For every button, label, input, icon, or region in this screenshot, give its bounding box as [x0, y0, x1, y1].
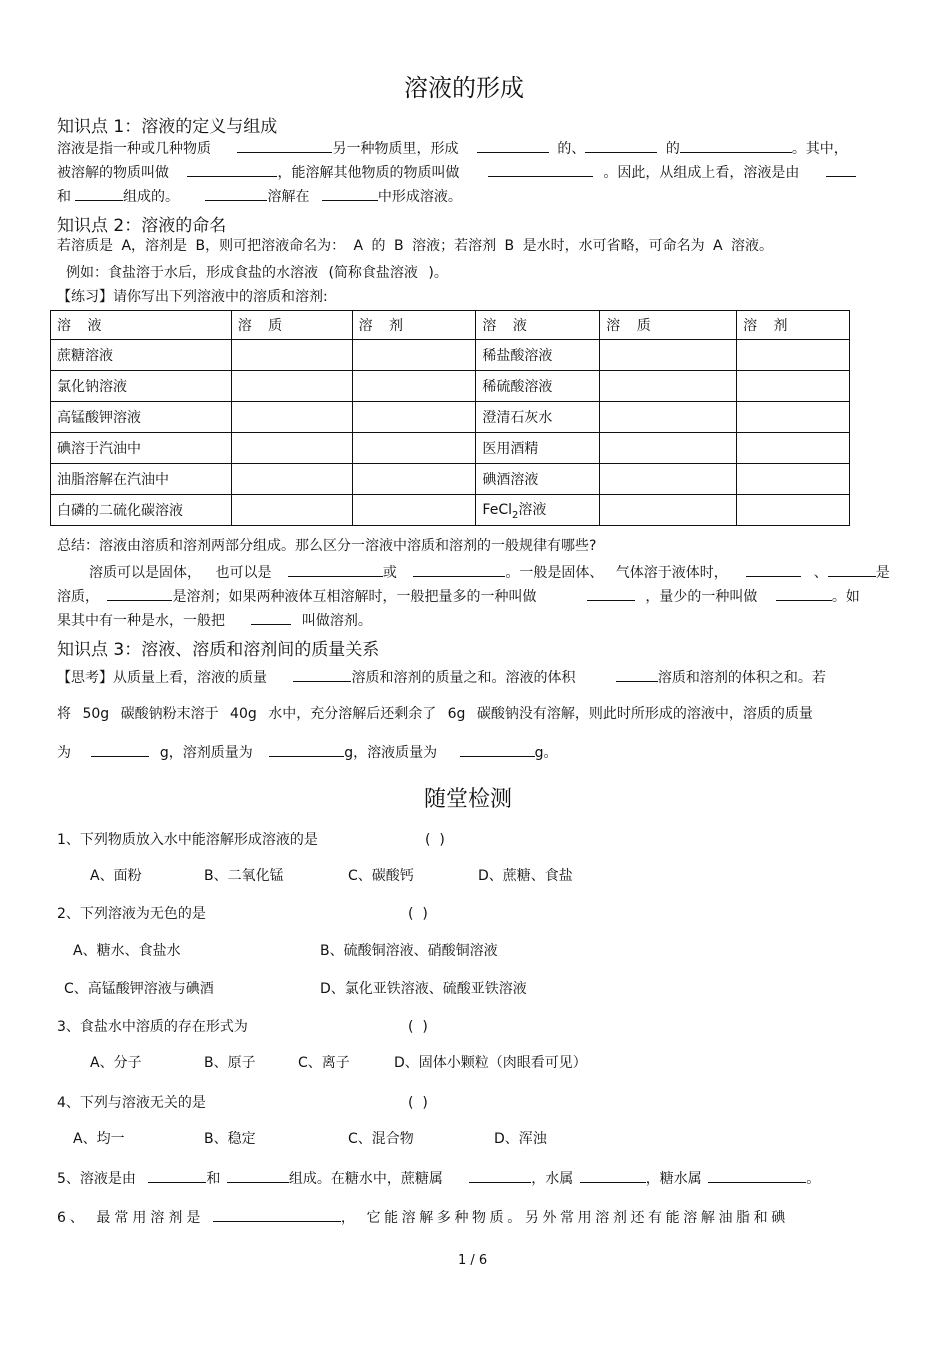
solute-cell[interactable]: [600, 340, 737, 371]
table-header: 溶 液: [51, 311, 232, 340]
question-4-answer[interactable]: ( ): [408, 1095, 428, 1111]
blank[interactable]: [708, 1167, 806, 1183]
solution-cell: 高锰酸钾溶液: [51, 402, 232, 433]
text: g。: [534, 745, 558, 761]
kp3-line-1: [57, 666, 826, 688]
solute-cell[interactable]: [231, 495, 352, 526]
question-6: [57, 1206, 789, 1228]
table-row: [51, 371, 850, 402]
blank: [91, 741, 149, 757]
q1-option-c[interactable]: C、碳酸钙: [348, 868, 414, 884]
solvent-cell[interactable]: [737, 371, 850, 402]
kp2-line-3: 【练习】请你写出下列溶液中的溶质和溶剂:: [57, 289, 328, 305]
text: 和: [206, 1171, 221, 1187]
solution-cell: 医用酒精: [476, 433, 600, 464]
q2-option-a[interactable]: A、糖水、食盐水: [73, 943, 181, 959]
solvent-cell[interactable]: [737, 495, 850, 526]
solvent-cell[interactable]: [352, 495, 476, 526]
solution-cell: 氯化钠溶液: [51, 371, 232, 402]
text: 溶质，: [57, 589, 99, 605]
text: 、: [813, 565, 828, 581]
solution-cell: 碘酒溶液: [476, 464, 600, 495]
table-header: 溶 剂: [352, 311, 476, 340]
text: 叫做溶剂。: [301, 613, 372, 629]
solvent-cell[interactable]: [737, 402, 850, 433]
q3-option-b[interactable]: B、原子: [204, 1055, 256, 1071]
text: ，能溶解其他物质的物质叫做: [277, 165, 460, 181]
q1-option-b[interactable]: B、二氧化锰: [204, 868, 284, 884]
solvent-cell[interactable]: [352, 433, 476, 464]
blank: [75, 185, 123, 201]
text: 组成的。: [123, 189, 179, 205]
solvent-cell[interactable]: [737, 340, 850, 371]
question-1: 1、下列物质放入水中能溶解形成溶液的是: [57, 832, 318, 848]
text: 为: [57, 745, 71, 761]
question-2-answer[interactable]: ( ): [408, 906, 428, 922]
blank: [322, 185, 378, 201]
q2-option-c[interactable]: C、高锰酸钾溶液与碘酒: [64, 981, 214, 997]
q2-option-b[interactable]: B、硫酸铜溶液、硝酸铜溶液: [320, 943, 498, 959]
solution-cell: 澄清石灰水: [476, 402, 600, 433]
page-number: 1 / 6: [458, 1253, 488, 1268]
text: ，量少的一种叫做: [645, 589, 758, 605]
table-header-row: [51, 311, 850, 340]
section-heading-3: 知识点 3：溶液、溶质和溶剂间的质量关系: [57, 640, 380, 660]
table-row: [51, 495, 850, 526]
solution-cell: FeCl$_2$溶液: [476, 495, 600, 526]
solution-cell: 稀盐酸溶液: [476, 340, 600, 371]
q3-option-c[interactable]: C、离子: [298, 1055, 350, 1071]
text: ，水属: [531, 1171, 574, 1187]
q4-option-b[interactable]: B、稳定: [204, 1131, 256, 1147]
q3-option-d[interactable]: D、固体小颗粒（肉眼看可见）: [394, 1055, 587, 1071]
solute-cell[interactable]: [600, 495, 737, 526]
text: 6、 最常用溶剂是: [57, 1210, 205, 1226]
text: 中形成溶液。: [377, 189, 462, 205]
solvent-cell[interactable]: [352, 402, 476, 433]
text: 。其中，: [791, 141, 848, 157]
blank: [488, 161, 593, 177]
summary-line-2: [57, 561, 890, 583]
solvent-cell[interactable]: [352, 464, 476, 495]
blank: [413, 561, 505, 577]
table-header: 溶 质: [600, 311, 737, 340]
solution-cell: 白磷的二硫化碳溶液: [51, 495, 232, 526]
question-4: 4、下列与溶液无关的是: [57, 1095, 206, 1111]
blank: [746, 561, 801, 577]
blank: [205, 185, 267, 201]
solution-cell: 碘溶于汽油中: [51, 433, 232, 464]
question-5: [57, 1167, 820, 1189]
solute-cell[interactable]: [600, 433, 737, 464]
question-3-answer[interactable]: ( ): [408, 1019, 428, 1035]
blank: [288, 561, 383, 577]
question-1-answer[interactable]: ( ): [425, 832, 445, 848]
text: g，溶剂质量为: [159, 745, 253, 761]
blank: [828, 561, 876, 577]
blank: [269, 741, 344, 757]
q2-option-d[interactable]: D、氯化亚铁溶液、硫酸亚铁溶液: [320, 981, 527, 997]
text: 【思考】从质量上看，溶液的质量: [57, 670, 267, 686]
blank[interactable]: [469, 1167, 531, 1183]
table-row: [51, 340, 850, 371]
q1-option-d[interactable]: D、蔗糖、食盐: [478, 868, 573, 884]
kp1-line-1: [57, 137, 848, 159]
q4-option-d[interactable]: D、浑浊: [494, 1131, 547, 1147]
text: 的: [665, 141, 680, 157]
section-heading-2: 知识点 2：溶液的命名: [57, 216, 227, 236]
text: 和: [57, 189, 71, 205]
kp3-line-2: 将 50g 碳酸钠粉末溶于 40g 水中，充分溶解后还剩余了 6g 碳酸钠没有溶解，则此时所形成的溶液中，溶质的质量: [57, 706, 813, 722]
solution-cell: 蔗糖溶液: [51, 340, 232, 371]
blank[interactable]: [227, 1167, 289, 1183]
blank: [680, 137, 792, 153]
solvent-cell[interactable]: [737, 464, 850, 495]
text: 的、: [557, 141, 586, 157]
summary-line-1: 总结：溶液由溶质和溶剂两部分组成。那么区分一溶液中溶质和溶剂的一般规律有哪些?: [57, 538, 597, 554]
q1-option-a[interactable]: A、面粉: [90, 868, 142, 884]
blank[interactable]: [580, 1167, 646, 1183]
q3-option-a[interactable]: A、分子: [90, 1055, 142, 1071]
section-heading-1: 知识点 1：溶液的定义与组成: [57, 117, 278, 137]
text: 溶解在: [267, 189, 310, 205]
page-title: 溶液的形成: [404, 74, 524, 102]
practice-table: [50, 310, 850, 526]
solute-cell[interactable]: [231, 402, 352, 433]
blank: [587, 585, 635, 601]
solute-cell[interactable]: [231, 371, 352, 402]
text: 组成。在糖水中，蔗糖属: [288, 1171, 443, 1187]
table-row: [51, 464, 850, 495]
table-header: 溶 液: [476, 311, 600, 340]
summary-line-3: [57, 585, 860, 607]
table-row: [51, 402, 850, 433]
blank: [237, 137, 332, 153]
kp3-line-3: [57, 741, 557, 763]
question-2: 2、下列溶液为无色的是: [57, 906, 206, 922]
solute-cell[interactable]: [600, 402, 737, 433]
blank: [826, 161, 856, 177]
solute-cell[interactable]: [231, 464, 352, 495]
text: 。一般是固体、 气体溶于液体时，: [505, 565, 728, 581]
blank: [477, 137, 549, 153]
solvent-cell[interactable]: [352, 340, 476, 371]
text: 被溶解的物质叫做: [57, 165, 169, 181]
solute-cell[interactable]: [600, 464, 737, 495]
text: 或: [382, 565, 397, 581]
blank: [585, 137, 657, 153]
blank: [776, 585, 832, 601]
solute-cell[interactable]: [231, 340, 352, 371]
text: 是: [875, 565, 890, 581]
solution-cell: 稀硫酸溶液: [476, 371, 600, 402]
text: 溶质和溶剂的质量之和。溶液的体积: [351, 670, 576, 686]
blank: [616, 666, 658, 682]
q4-option-a[interactable]: A、均一: [73, 1131, 125, 1147]
text: 溶质和溶剂的体积之和。若: [657, 670, 826, 686]
solvent-cell[interactable]: [737, 433, 850, 464]
text: g，溶液质量为: [344, 745, 438, 761]
text: 。因此，从组成上看，溶液是由: [603, 165, 800, 181]
kp2-line-1: 若溶质是 A，溶剂是 B，则可把溶液命名为： A 的 B 溶液；若溶剂 B 是水时，水可省略，可命名为 A 溶液。: [57, 238, 774, 254]
solute-cell[interactable]: [231, 433, 352, 464]
blank[interactable]: [148, 1167, 206, 1183]
summary-line-4: [57, 609, 372, 631]
solute-cell[interactable]: [600, 371, 737, 402]
solution-cell: 油脂溶解在汽油中: [51, 464, 232, 495]
blank: [107, 585, 172, 601]
text: 5、溶液是由: [57, 1171, 136, 1187]
text: ， 它能溶解多种物质。另外常用溶剂还有能溶解油脂和碘: [340, 1210, 789, 1226]
text: 溶液是指一种或几种物质: [57, 141, 211, 157]
solvent-cell[interactable]: [352, 371, 476, 402]
table-row: [51, 433, 850, 464]
text: 果其中有一种是水，一般把: [57, 613, 225, 629]
text: ，糖水属: [645, 1171, 702, 1187]
test-title: 随堂检测: [424, 787, 513, 812]
kp1-line-2: [57, 161, 856, 183]
blank: [293, 666, 351, 682]
question-3: 3、食盐水中溶质的存在形式为: [57, 1019, 248, 1035]
blank: [251, 609, 291, 625]
blank[interactable]: [213, 1206, 341, 1222]
text: 溶质可以是固体， 也可以是: [89, 565, 272, 581]
q4-option-c[interactable]: C、混合物: [348, 1131, 414, 1147]
table-header: 溶 质: [231, 311, 352, 340]
table-header: 溶 剂: [737, 311, 850, 340]
text: 另一种物质里，形成: [332, 141, 459, 157]
kp1-line-3: [57, 185, 462, 207]
text: 是溶剂；如果两种液体互相溶解时，一般把量多的一种叫做: [172, 589, 537, 605]
blank: [460, 741, 535, 757]
text: 。如: [831, 589, 860, 605]
kp2-line-2: 例如：食盐溶于水后，形成食盐的水溶液 (简称食盐溶液 )。: [66, 265, 448, 281]
blank: [187, 161, 277, 177]
text: 。: [806, 1171, 821, 1187]
